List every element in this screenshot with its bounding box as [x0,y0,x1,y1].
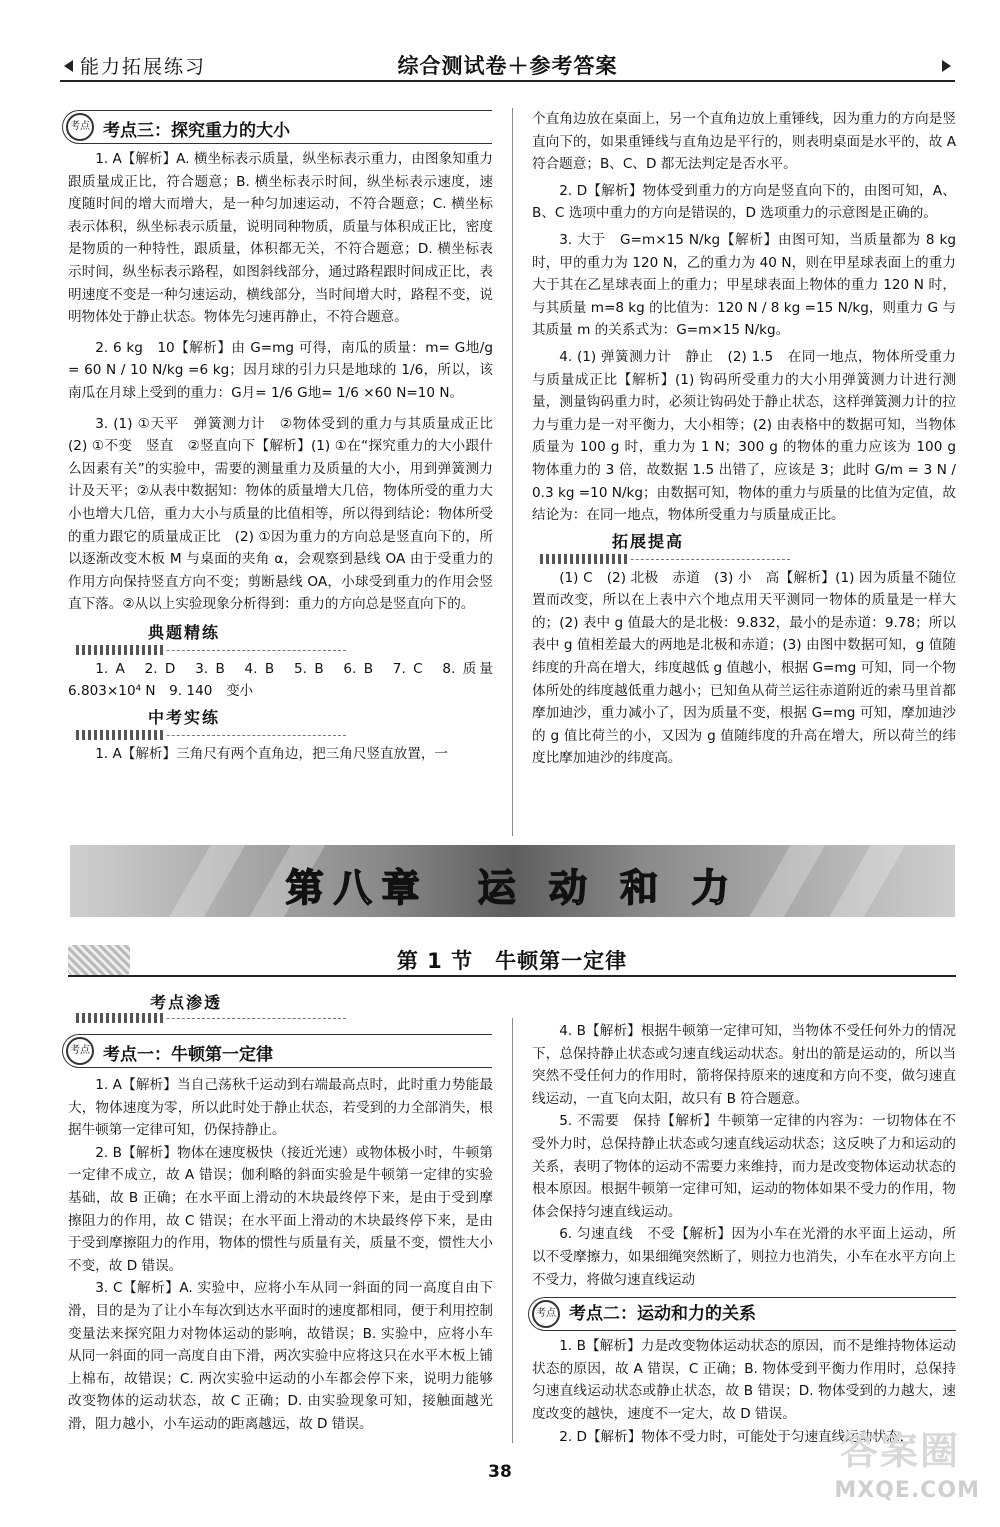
kaodian1-heading [62,1034,492,1068]
answer-paragraph: 1. A【解析】当自己荡秋千运动到右端最高点时，此时重力势能最大，物体速度为零，所以此时处于静止状态，若受到的力全部消失，根据牛顿第一定律可知，仍保持静止。 [68,1077,493,1139]
zhongkao-answer: 1. A【解析】三角尺有两个直角边，把三角尺竖直放置，一 [95,746,449,763]
answer-paragraph: 3. C【解析】A. 实验中，应将小车从同一斜面的同一高度自由下滑，目的是为了让小车每次到达水平面时的速度都相同，便于利用控制变量法来探究阻力对物体运动的影响，故错误；B. 实验中，应将小车从同一斜面的同一高度自由下滑，两次实验中应将这只在水平木板上铺上棉布，故错误；C. 两次实验中运动的小车都会停下来，说明力能够改变物体的运动状态，故 C 正确；D. 由实验现象可知，接触面越光滑，阻力越小，小车运动的距离越远，故 D 错误。 [68,1280,493,1432]
chapter-title: 第八章 运 动 和 力 [285,866,740,910]
bottom-right-column [532,1020,956,1448]
answer-paragraph: 2. D【解析】物体受到重力的方向是竖直向下的，由图可知，A、B、C 选项中重力的方向是错误的，D 选项重力的示意图是正确的。 [532,182,956,222]
tuozhan-answer: (1) C (2) 北极 赤道 (3) 小 高【解析】(1) 因为质量不随位置而改变，所以在上表中六个地点用天平测同一物体的质量是一样大的；(2) 表中 g 值最大的是北极：9.832，最小的是赤道：9.78；所以表中 g 值相差最大的两地是北极和赤道；(3) 由图中数据可知，g 值随纬度的升高在增大，纬度越低 g 值越小，根据 G=mg 可知，同一个物体所处的纬度越低重力越小；已知鱼从荷兰运往赤道附近的索马里首都摩加迪沙，重力减小了，因为质量不变，根据 G=mg 可知，摩加迪沙的 g 值比荷兰的小，又因为 g 值随纬度的升高在增大，所以荷兰的纬度比摩加迪沙的纬度高。 [532,569,956,767]
kaodian1-title: 考点一：牛顿第一定律 [103,1045,273,1065]
kaodian-shentou-title: 考点渗透 [150,993,223,1012]
answer-paragraph: 4. (1) 弹簧测力计 静止 (2) 1.5 在同一地点，物体所受重力与质量成正比【解析】(1) 钩码所受重力的大小用弹簧测力计进行测量，测量钩码重力时，必须让钩码处于静止状态，这样弹簧测力计的拉力与重力是一对平衡力，大小相等；(2) 由表格中的数据可知，当物体质量为 100 g 时，重力为 1 N；300 g 的物体的重力应该为 100 g 物体重力的 3 倍，故数据 1.5 出错了，应该是 3；此时 G/m = 3 N / 0.3 kg =10 N/kg；由数据可知，物体的重力与质量的比值为定值，故结论为：在同一地点，物体所受重力与质量成正比。 [532,348,956,524]
answer-paragraph: 2. B【解析】物体在速度极快（接近光速）或物体极小时，牛顿第一定律不成立，故 A 错误；伽利略的斜面实验是牛顿第一定律的实验基础，故 B 正确；在水平面上滑动的木块最终停下来，是由于受到摩擦阻力的作用，故 C 错误；在水平面上滑动的木块最终停下来，是由于受到摩擦阻力的作用，物体的惯性与质量有关，质量不变，惯性大小不变，故 D 错误。 [68,1144,493,1274]
section-decoration [76,644,346,656]
answer-paragraph: 1. A【解析】A. 横坐标表示质量，纵坐标表示重力，由图象知重力跟质量成正比，符合题意；B. 横坐标表示时间，纵坐标表示速度，速度随时间的增大而增大，是一种匀加速运动，不符合题意；C. 横坐标表示体积，纵坐标表示质量，说明同种物质，质量与体积成正比，密度是物质的一种特性，跟质量，体积都无关，不符合题意；D. 横坐标表示时间，纵坐标表示路程，如图斜线部分，通过路程跟时间成正比，表明速度不变是一种匀速运动，横线部分，当时间增大时，路程不变，说明物体处于静止状态。物体先匀速再静止，不符合题意。 [68,151,493,326]
top-left-column [68,148,507,766]
bottom-left-column [68,1074,493,1436]
page-header [60,48,955,82]
column-divider-top [512,108,513,836]
watermark-logo: 答案圈 [839,1429,960,1473]
answer-paragraph: 3. (1) ①天平 弹簧测力计 ②物体受到的重力与其质量成正比 (2) ①不变 竖直 ②竖直向下【解析】(1) ①在“探究重力的大小跟什么因素有关”的实验中，需要的测量重力及质量的大小，用到弹簧测力计及天平；②从表中数据知：物体的质量增大几倍，物体所受的重力大小也增大几倍，重力大小与质量的比值相等，所以得到结论：物体所受的重力跟它的质量成正比 (2) ①因为重力的方向总是竖直向下的，所以逐渐改变木板 M 与桌面的夹角 α，会观察到悬线 OA 由于受重力的作用方向保持竖直方向不变；剪断悬线 OA，小球受到重力的作用会竖直下落。②从以上实验现象分析得到：重力的方向总是竖直向下的。 [68,415,507,613]
zhongkao-section-header [68,707,493,743]
answer-paragraph: 个直角边放在桌面上，另一个直角边放上重锤线，因为重力的方向是竖直向下的，如果重锤线与直角边是平行的，则表明桌面是水平的，故 A 符合题意；B、C、D 都无法判定是否水平。 [532,111,956,173]
chapter-banner [70,845,955,917]
dianti-section-header [68,622,493,658]
page-number: 38 [488,1462,512,1482]
column-divider-bottom [512,1018,513,1443]
kaodian3-heading [62,110,492,144]
section-decoration [540,553,790,565]
tuozhan-title: 拓展提高 [612,531,685,551]
section-decoration [76,1012,346,1024]
kaodian2-heading [528,1297,956,1331]
kaodian3-title: 考点三：探究重力的大小 [103,121,290,141]
triangle-right-icon [942,60,951,72]
answer-paragraph: 1. B【解析】力是改变物体运动状态的原因，而不是维持物体运动状态的原因，故 A 错误，C 正确；B. 物体受到平衡力作用时，总保持匀速直线运动状态或静止状态，故 B 错误；D. 物体受到的力越大，速度改变的越快，速度不一定大，故 D 错误。 [532,1338,956,1422]
dianti-title: 典题精练 [148,622,221,642]
answer-paragraph: 2. D【解析】物体不受力时，可能处于匀速直线运动状态， [559,1428,914,1445]
answer-paragraph: 4. B【解析】根据牛顿第一定律可知，当物体不受任何外力的情况下，总保持静止状态或匀速直线运动状态。射出的箭是运动的，所以当突然不受任何力的作用时，箭将保持原来的速度和方向不变，做匀速直线运动，一直飞向太阳，故只有 B 符合题意。 [532,1023,956,1107]
kaodian-badge-icon: 考点 [532,1300,560,1328]
kaodian-badge-icon: 考点 [66,113,94,141]
section-title-bar [68,945,956,977]
zhongkao-title: 中考实练 [148,708,221,728]
dianti-answers: 1. A 2. D 3. B 4. B 5. B 6. B 7. C 8. 质量 6.803×10⁴ N 9. 140 变小 [68,660,507,700]
watermark-text: MXQE.COM [834,1478,980,1503]
tuozhan-section-header [532,531,956,567]
answer-paragraph: 3. 大于 G=m×15 N/kg【解析】由图可知，当质量都为 8 kg 时，甲的重力为 120 N，乙的重力为 40 N，则在甲星球表面上的重力大于其在乙星球表面上的重力；甲星球表面上物体的重力 120 N 时，与其质量 m=8 kg 的比值为：120 N / 8 kg =15 N/kg，则重力 G 与其质量 m 的关系式为：G=m×15 N/kg。 [532,231,956,339]
header-left-title: 能力拓展练习 [80,56,207,78]
answer-paragraph: 5. 不需要 保持【解析】牛顿第一定律的内容为：一切物体在不受外力时，总保持静止状态或匀速直线运动状态；这反映了力和运动的关系，表明了物体的运动不需要力来维持，而力是改变物体运动状态的根本原因。根据牛顿第一定律可知，运动的物体如果不受力的作用，物体会保持匀速直线运动。 [532,1113,956,1220]
kaodian2-title: 考点二：运动和力的关系 [569,1304,756,1325]
kaodian-badge-icon: 考点 [66,1037,94,1065]
answer-paragraph: 2. 6 kg 10【解析】由 G=mg 可得，南瓜的质量：m= G地/g = 60 N / 10 N/kg =6 kg；因月球的引力只是地球的 1/6，所以，该南瓜在月球上受到的重力：G月= 1/6 G地= 1/6 ×60 N=10 N。 [68,339,493,401]
answer-paragraph: 6. 匀速直线 不受【解析】因为小车在光滑的水平面上运动，所以不受摩擦力，如果细绳突然断了，则拉力也消失，小车在水平方向上不受力，将做匀速直线运动 [532,1226,956,1288]
top-right-column [532,108,956,770]
header-center-title: 综合测试卷＋参考答案 [397,54,618,78]
section-title: 第 1 节 牛顿第一定律 [396,949,628,973]
kaodian2-heading-wrap [532,1295,956,1335]
section-decoration [76,729,346,741]
